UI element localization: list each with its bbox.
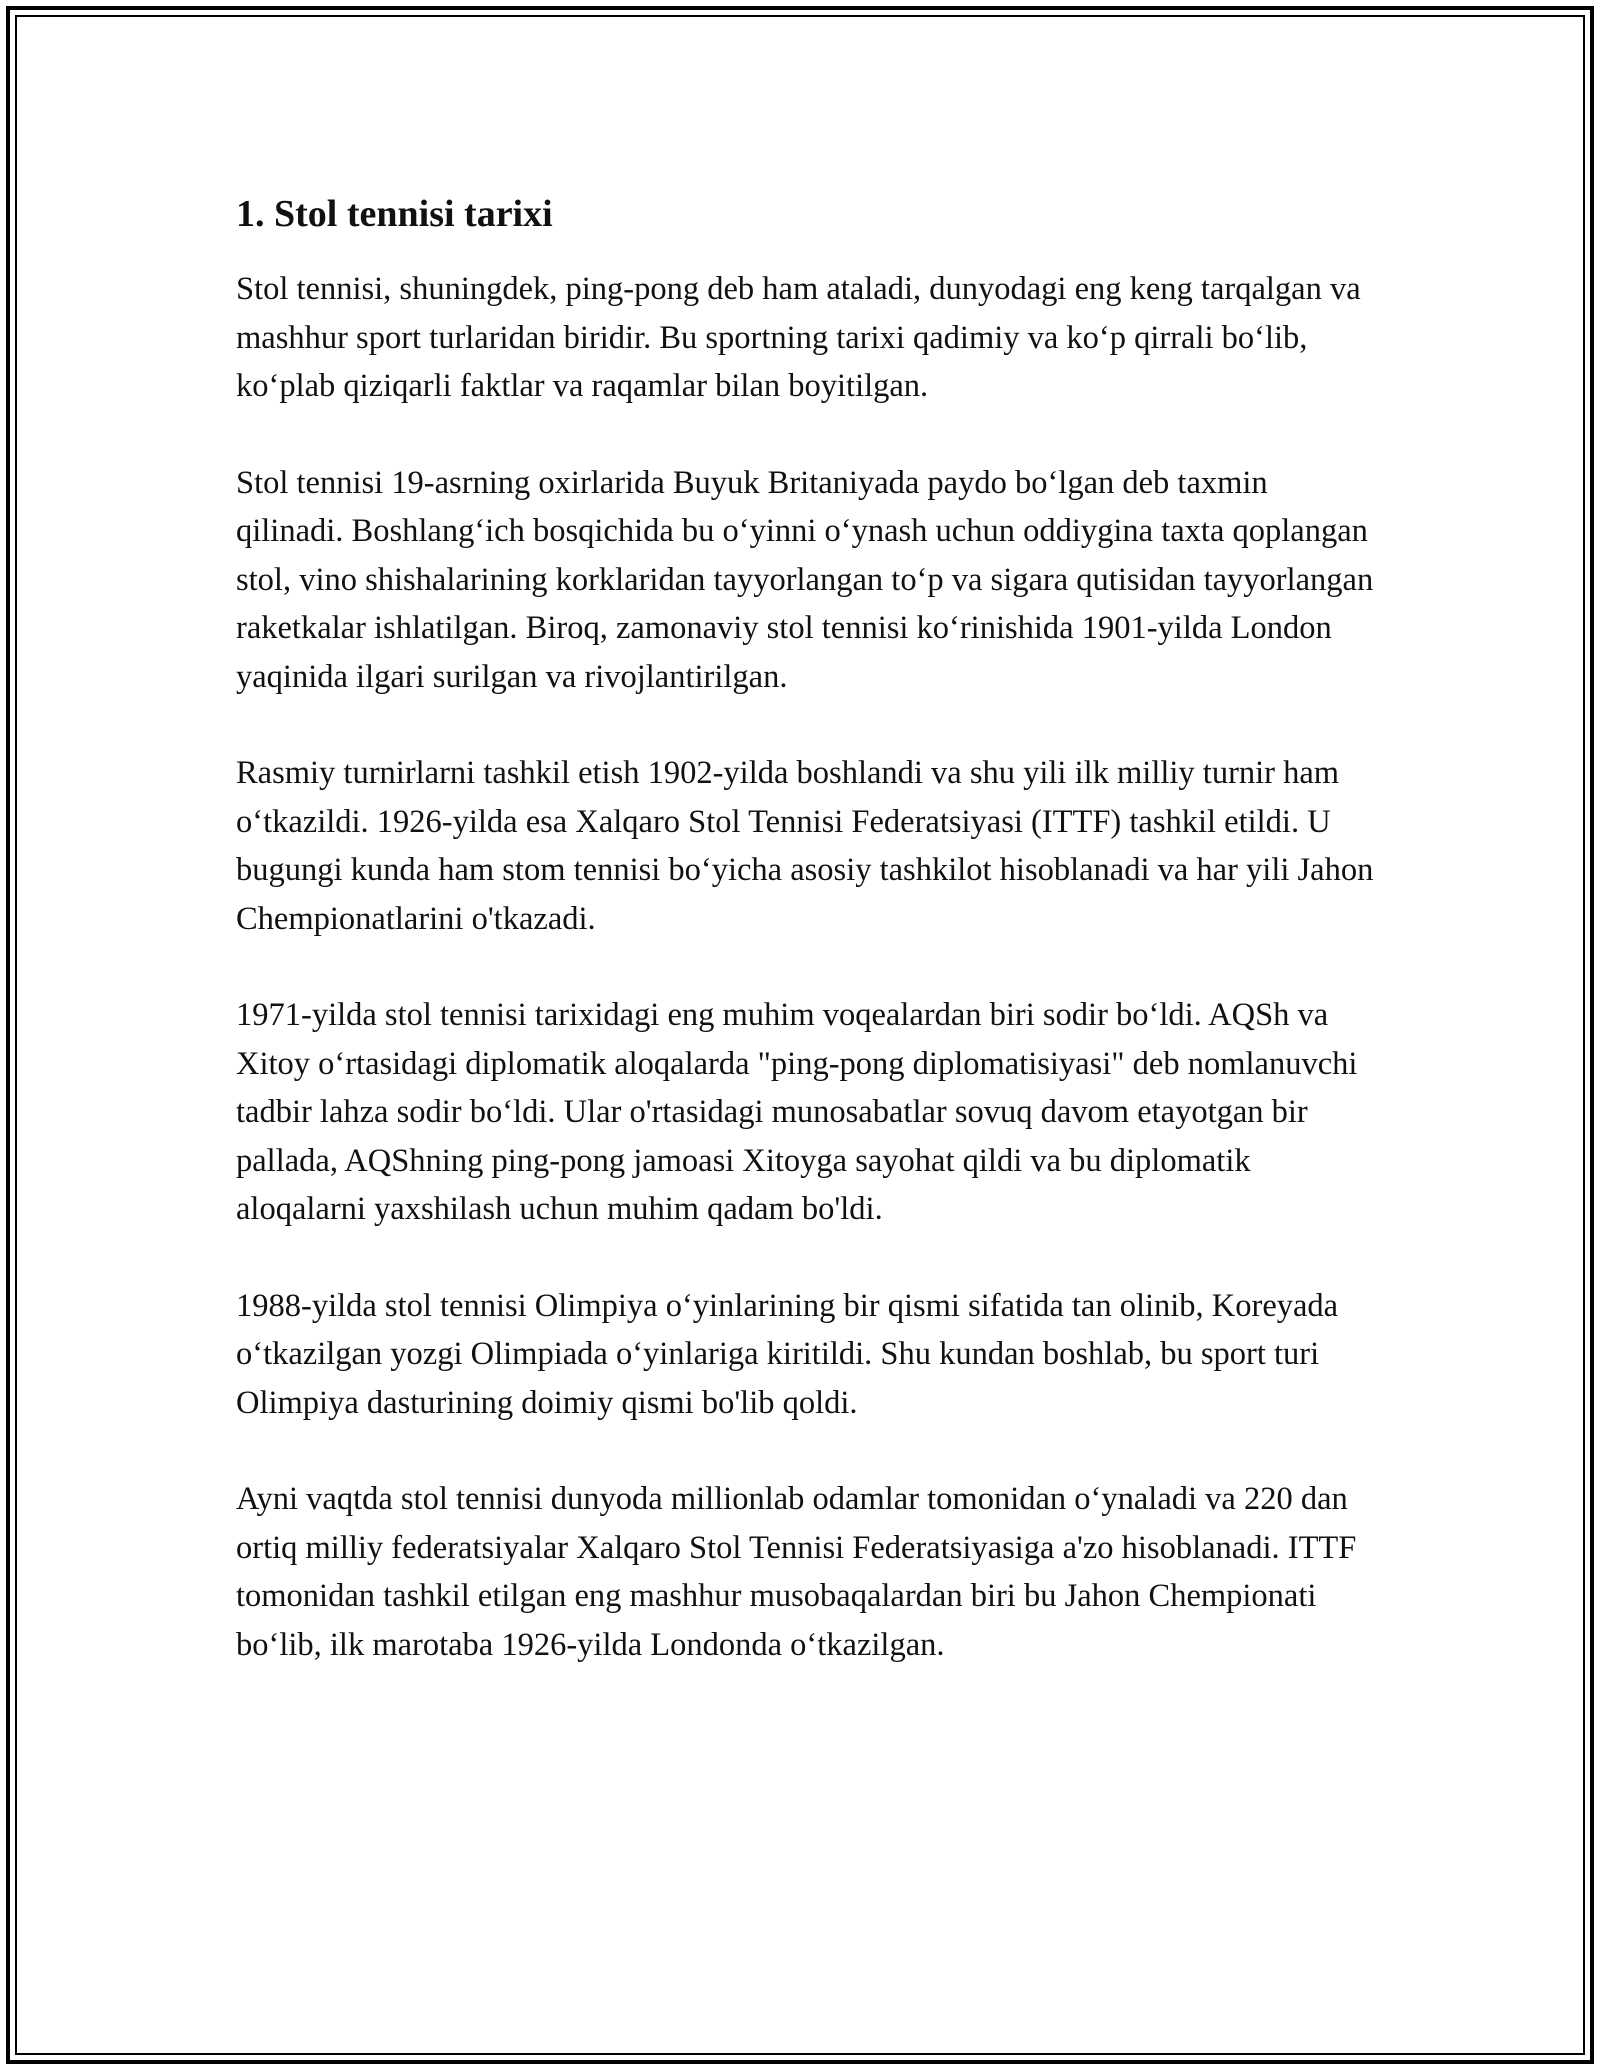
paragraph-olympics: 1988-yilda stol tennisi Olimpiya o‘yinlarining bir qismi sifatida tan olinib, Koreyada o‘tkazilgan yozgi Olimpiada o‘yinlariga kiritildi. Shu kundan boshlab, bu sport turi Olimpiya dasturining doimiy qismi bo'lib qoldi.: [236, 1287, 1339, 1421]
document-body: [236, 188, 1376, 1669]
section-heading: 1. Stol tennisi tarixi: [236, 193, 553, 235]
paragraph-ittf: Rasmiy turnirlarni tashkil etish 1902-yilda boshlandi va shu yili ilk milliy turnir ham o‘tkazildi. 1926-yilda esa Xalqaro Stol Tennisi Federatsiyasi (ITTF) tashkil etildi. U bugungi kunda ham stom tennisi bo‘yicha asosiy tashkilot hisoblanadi va har yili Jahon Chempionatlarini o'tkazadi.: [236, 755, 1374, 937]
paragraph-diplomacy: 1971-yilda stol tennisi tarixidagi eng muhim voqealardan biri sodir bo‘ldi. AQSh va Xitoy o‘rtasidagi diplomatik aloqalarda "ping-pong diplomatisiyasi" deb nomlanuvchi tadbir lahza sodir bo‘ldi. Ular o'rtasidagi munosabatlar sovuq davom etayotgan bir pallada, AQShning ping-pong jamoasi Xitoyga sayohat qildi va bu diplomatik aloqalarni yaxshilash uchun muhim qadam bo'ldi.: [236, 997, 1358, 1227]
paragraph-origins: Stol tennisi 19-asrning oxirlarida Buyuk Britaniyada paydo bo‘lgan deb taxmin qilinadi. Boshlang‘ich bosqichida bu o‘yinni o‘ynash uchun oddiygina taxta qoplangan stol, vino shishalarining korklaridan tayyorlangan to‘p va sigara qutisidan tayyorlangan raketkalar ishlatilgan. Biroq, zamonaviy stol tennisi ko‘rinishida 1901-yilda London yaqinida ilgari surilgan va rivojlantirilgan.: [236, 464, 1374, 695]
paragraph-today: Ayni vaqtda stol tennisi dunyoda millionlab odamlar tomonidan o‘ynaladi va 220 dan ortiq milliy federatsiyalar Xalqaro Stol Tennisi Federatsiyasiga a'zo hisoblanadi. ITTF tomonidan tashkil etilgan eng mashhur musobaqalardan biri bu Jahon Chempionati bo‘lib, ilk marotaba 1926-yilda Londonda o‘tkazilgan.: [236, 1481, 1357, 1663]
paragraph-intro: Stol tennisi, shuningdek, ping-pong deb ham ataladi, dunyodagi eng keng tarqalgan va mashhur sport turlaridan biridir. Bu sportning tarixi qadimiy va ko‘p qirrali bo‘lib, ko‘plab qiziqarli faktlar va raqamlar bilan boyitilgan.: [236, 271, 1361, 404]
